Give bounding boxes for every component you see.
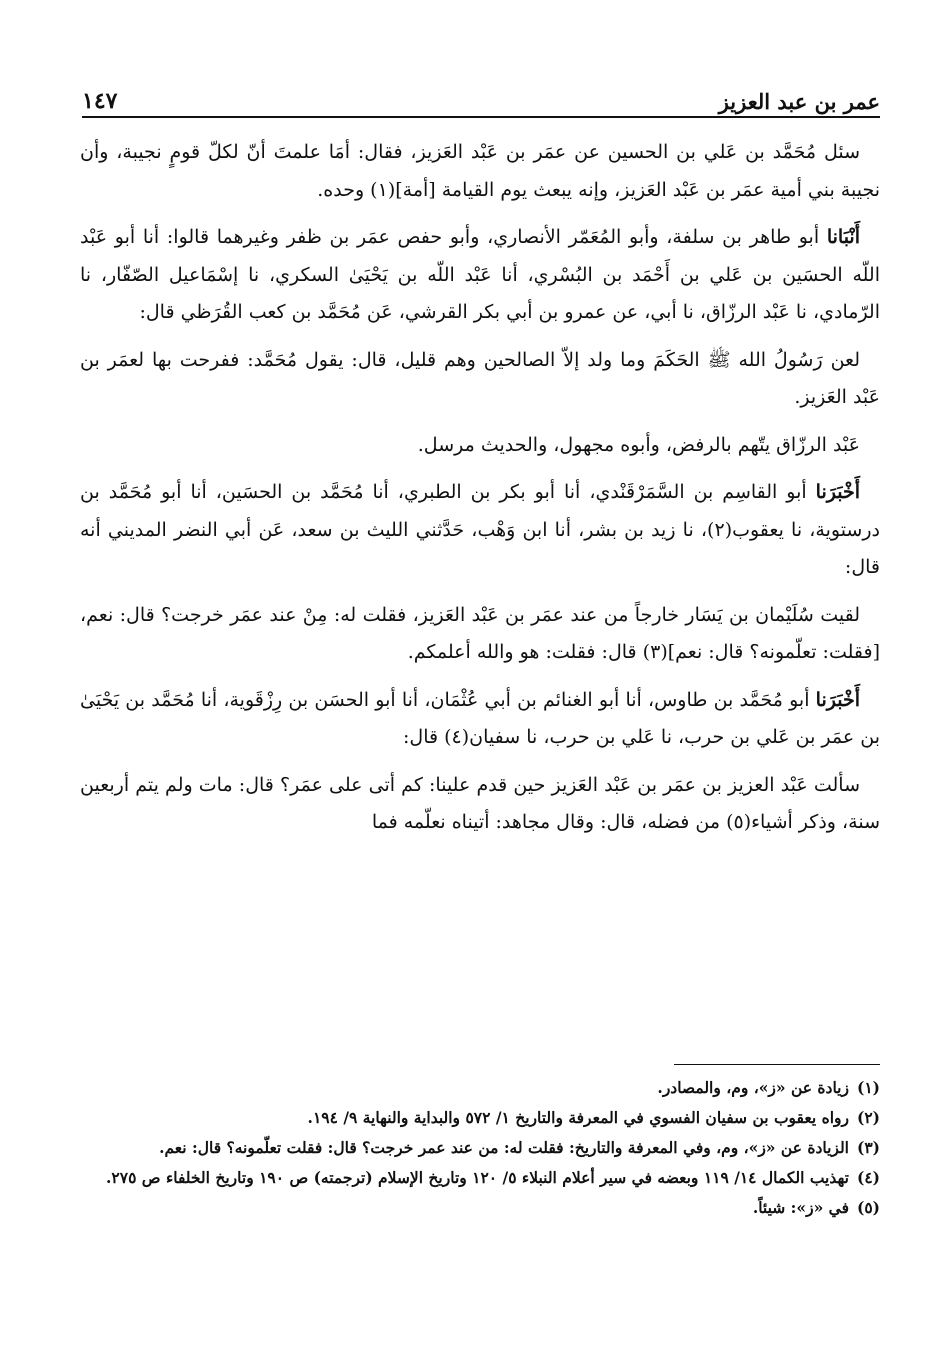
paragraph xyxy=(80,342,880,417)
paragraph-lead: أَخْبَرَنا xyxy=(815,688,860,711)
header-rule xyxy=(82,116,880,118)
paragraph-text: أبو طاهر بن سلفة، وأبو المُعَمّر الأنصاري، وأبو حفص عمَر بن ظفر وغيرهما قالوا: أنا أبو عَبْد اللّه الحسَين بن عَلي بن أَحْمَد بن البُسْري، أنا عَبْد اللّه بن يَحْيَىٰ السكري، نا إسْمَاعيل الصّفّار، نا الرّمادي، نا عَبْد الرزّاق، نا أبي، عن عمرو بن أبي بكر القرشي، عَن مُحَمَّد بن كعب القُرَظي قال: xyxy=(80,226,880,323)
footnote-text: زيادة عن «ز»، وم، والمصادر. xyxy=(657,1078,849,1097)
running-header xyxy=(82,70,880,114)
paragraph-text: لعن رَسُولُ الله ﷺ الحَكَمَ وما ولد إلاّ الصالحين وهم قليل، قال: يقول مُحَمَّد: ففرحت بها لعمَر بن عَبْد العَزيز. xyxy=(80,348,880,408)
footnote-number: (٤) xyxy=(856,1168,880,1187)
footnote xyxy=(80,1074,880,1102)
footnote-number: (٣) xyxy=(856,1138,880,1157)
paragraph-text: لقيت سُلَيْمان بن يَسَار خارجاً من عند عمَر بن عَبْد العَزيز، فقلت له: مِنْ عند عمَر خرجت؟ قال: نعم، [فقلت: تعلّمونه؟ قال: نعم](٣) قال: فقلت: هو والله أعلمكم. xyxy=(80,603,880,663)
paragraph xyxy=(80,767,880,842)
footnote xyxy=(80,1104,880,1132)
footnote xyxy=(80,1164,880,1192)
footnote-text: رواه يعقوب بن سفيان الفسوي في المعرفة والتاريخ ١/ ٥٧٢ والبداية والنهاية ٩/ ١٩٤. xyxy=(307,1108,849,1127)
paragraph-lead: أَخْبَرَنا xyxy=(815,481,860,503)
main-text xyxy=(80,134,880,848)
footnote-text: في «ز»: شيئاً. xyxy=(752,1198,849,1217)
footnote-number: (٥) xyxy=(856,1198,880,1217)
footnote-text: الزيادة عن «ز»، وم، وفي المعرفة والتاريخ: فقلت له: من عند عمر خرجت؟ قال: فقلت تعلّمونه؟ قال: نعم. xyxy=(159,1138,849,1157)
paragraph xyxy=(80,682,880,757)
paragraph xyxy=(80,219,880,332)
footnotes xyxy=(80,1074,880,1224)
paragraph xyxy=(80,474,880,587)
footnote xyxy=(80,1194,880,1222)
footnote xyxy=(80,1134,880,1162)
footnote-rule xyxy=(674,1064,880,1065)
paragraph-text: عَبْد الرزّاق يتّهم بالرفض، وأبوه مجهول، والحديث مرسل. xyxy=(417,433,860,456)
paragraph-text: أبو القاسِم بن السَّمَرْقَنْدي، أنا أبو بكر بن الطبري، أنا مُحَمَّد بن الحسَين، أنا أبو مُحَمَّد بن درستوية، نا يعقوب(٢)، نا زيد بن بشر، أنا ابن وَهْب، حَدَّثني الليث بن سعد، عَن أبي النضر المديني أنه قال: xyxy=(80,481,880,578)
footnote-number: (٢) xyxy=(856,1108,880,1127)
paragraph xyxy=(80,134,880,209)
paragraph xyxy=(80,427,880,465)
paragraph-lead: أَنْبَانا xyxy=(826,226,860,248)
footnote-text: تهذيب الكمال ١٤/ ١١٩ وبعضه في سير أعلام النبلاء ٥/ ١٢٠ وتاريخ الإسلام (ترجمته) ص ١٩٠ وتاريخ الخلفاء ص ٢٧٥. xyxy=(106,1168,849,1187)
footnote-number: (١) xyxy=(856,1078,880,1097)
paragraph xyxy=(80,597,880,672)
paragraph-text: سئل مُحَمَّد بن عَلي بن الحسين عن عمَر بن عَبْد العَزيز، فقال: أمَا علمتَ أنّ لكلّ قومٍ نجيبة، وأن نجيبة بني أمية عمَر بن عَبْد العَزيز، وإنه يبعث يوم القيامة [أمة](١) وحده. xyxy=(80,141,880,201)
paragraph-text: أبو مُحَمَّد بن طاوس، أنا أبو الغنائم بن أبي عُثْمَان، أنا أبو الحسَن بن رِزْقَوية، أنا مُحَمَّد بن يَحْيَىٰ بن عمَر بن عَلي بن حرب، نا عَلي بن حرب، نا سفيان(٤) قال: xyxy=(80,688,880,748)
paragraph-text: سألت عَبْد العزيز بن عمَر بن عَبْد العَزيز حين قدم علينا: كم أتى على عمَر؟ قال: مات ولم يتم أربعين سنة، وذكر أشياء(٥) من فضله، قال: وقال مجاهد: أتيناه نعلّمه فما xyxy=(80,773,880,833)
header-title: عمر بن عبد العزيز xyxy=(718,89,880,114)
page-number: ١٤٧ xyxy=(82,88,118,114)
